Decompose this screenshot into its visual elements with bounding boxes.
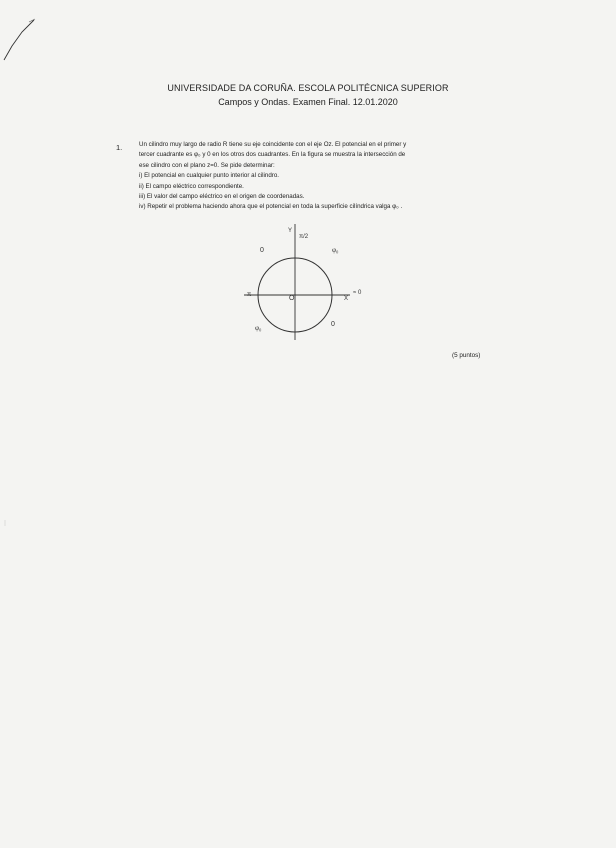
university-title: UNIVERSIDADE DA CORUÑA. ESCOLA POLITÉCNICA SUPERIOR <box>167 83 449 93</box>
task-item: iv) Repetir el problema haciendo ahora que el potencial en toda la superficie cilíndrica valga φ₀ . <box>139 203 403 211</box>
q1-potential-label: φ₀ <box>332 246 339 254</box>
top-angle-label: π/2 <box>299 234 309 240</box>
q3-potential-label: φ₀ <box>255 324 262 332</box>
q4-potential-label: 0 <box>331 321 335 328</box>
q2-potential-label: 0 <box>260 247 264 254</box>
question-number: 1. <box>116 143 123 152</box>
task-item: iii) El valor del campo eléctrico en el origen de coordenadas. <box>139 193 305 201</box>
x-axis-label: X <box>344 296 349 302</box>
points-value: (5 puntos) <box>452 352 481 359</box>
right-angle-label: ≈ 0 <box>353 290 362 296</box>
left-angle-label: π <box>247 292 252 298</box>
task-item: i) El potencial en cualquier punto interior al cilindro. <box>139 172 279 180</box>
origin-label: O <box>289 295 295 302</box>
scan-speck <box>4 520 6 526</box>
question-text <box>139 140 491 213</box>
cylinder-cross-section-figure <box>238 222 388 347</box>
task-item: ii) El campo eléctrico correspondiente. <box>139 182 244 190</box>
statement-line: Un cilindro muy largo de radio R tiene su eje coincidente con el eje Oz. El potencial en el primer y <box>139 141 407 148</box>
statement-line: tercer cuadrante es φ₀ y 0 en los otros dos cuadrantes. En la figura se muestra la intersección de <box>139 151 406 159</box>
exam-subtitle: Campos y Ondas. Examen Final. 12.01.2020 <box>218 97 398 107</box>
statement-line: ese cilindro con el plano z=0. Se pide determinar: <box>139 161 275 169</box>
y-axis-label: Y <box>288 228 293 234</box>
